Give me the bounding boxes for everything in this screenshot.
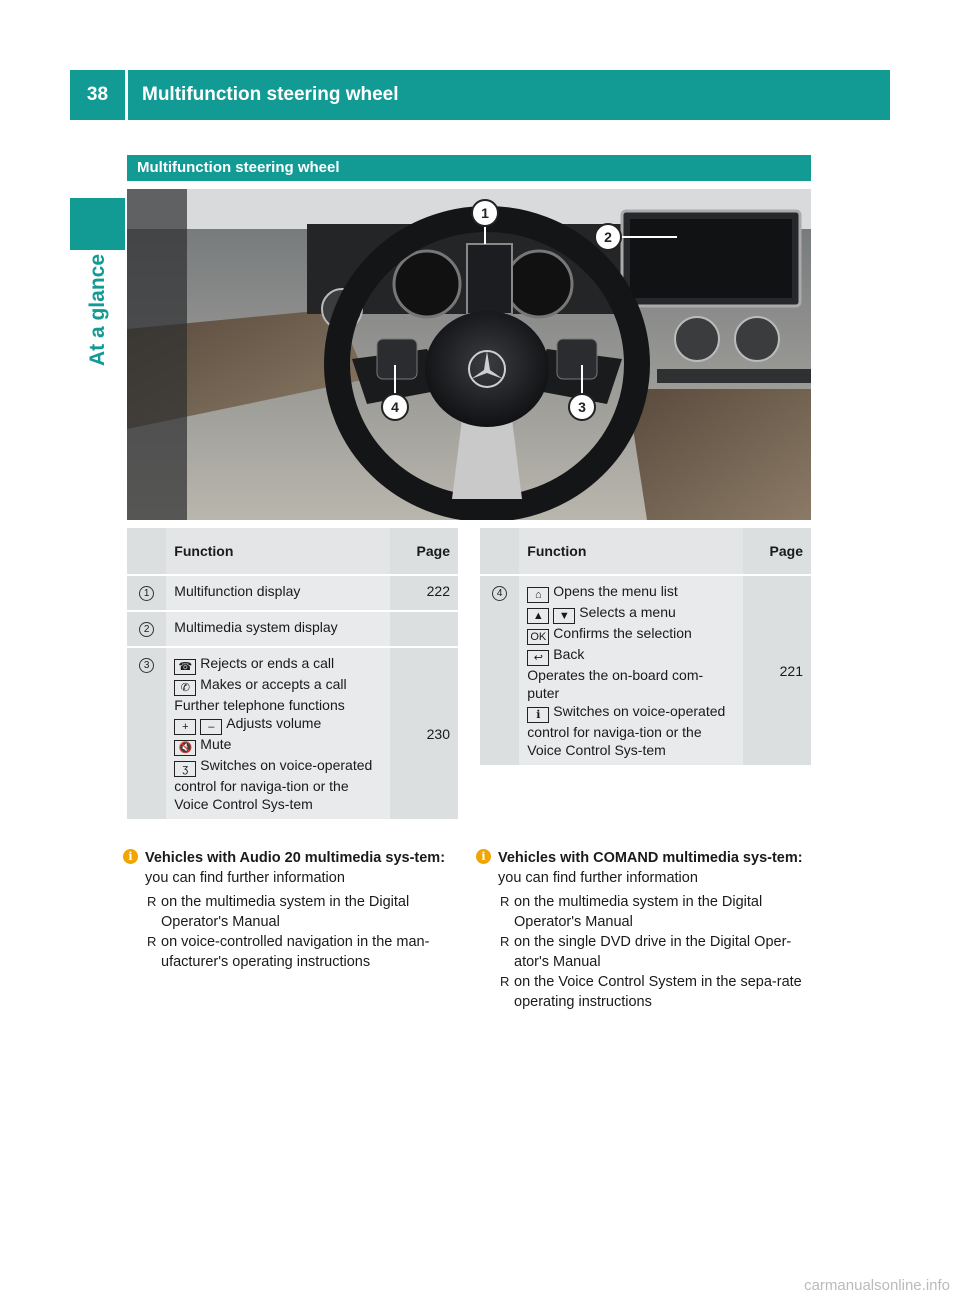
steering-wheel-illustration [127,189,811,520]
callout-3 [569,394,595,420]
function-line: ✆ Makes or accepts a call [174,675,381,696]
page-ref [390,611,458,647]
mute-key-icon: 🔇 [174,740,196,756]
function-table-right [480,528,811,765]
function-line: + – Adjusts volume [174,714,381,735]
header-title: Multifunction steering wheel [142,84,399,105]
table-header-function: Function [166,528,389,575]
note-list [145,892,460,972]
callout-2 [595,224,621,250]
page-number: 38 [86,84,109,105]
table-header-function: Function [519,528,742,575]
function-line: ↩ Back [527,645,734,666]
accept-call-key-icon: ✆ [174,680,196,696]
function-line: ℹ Switches on voice-operated control for naviga-tion or the Voice Control Sys-tem [527,703,726,758]
ok-key-icon: OK [527,629,549,645]
note-text: you can find further information [498,870,698,886]
side-tab-label: At a glance [85,253,109,367]
home-key-icon: ⌂ [527,587,549,603]
note-heading: Vehicles with Audio 20 multimedia sys-tem: [145,850,446,866]
function-line: Operates the on-board com-puter [527,667,704,701]
function-line: ▲ ▼ Selects a menu [527,603,734,624]
info-icon: i [476,849,491,864]
voice-control-key-icon: ʒ [174,761,196,777]
info-icon: i [123,849,138,864]
list-item: R on the multimedia system in the Digital Operator's Manual [145,892,460,932]
volume-down-key-icon: – [200,719,222,735]
up-key-icon: ▲ [527,608,549,624]
list-item: R on voice-controlled navigation in the man-ufacturer's operating instructions [145,932,460,972]
function-line: OK Confirms the selection [527,624,734,645]
side-tab-marker [70,198,125,250]
footer-watermark: carmanualsonline.info [804,1277,950,1294]
voice-control-key-icon: ℹ [527,707,549,723]
function-line: ⌂ Opens the menu list [527,582,734,603]
function-line: ☎ Rejects or ends a call [174,654,381,675]
function-line: 🔇 Mute [174,735,381,756]
down-key-icon: ▼ [553,608,575,624]
page-ref: 230 [390,647,458,819]
table-header-num [480,528,519,575]
function-line: Further telephone functions [174,697,345,713]
side-tab [70,255,125,365]
function-text: Multifunction display [174,583,301,599]
volume-up-key-icon: + [174,719,196,735]
note-heading: Vehicles with COMAND multimedia sys-tem: [498,850,803,866]
svg-text:2: 2 [604,229,612,245]
page-ref: 222 [390,575,458,611]
table-header-page: Page [743,528,811,575]
section-title: Multifunction steering wheel [127,155,811,181]
table-row [127,575,458,611]
item-number: 2 [139,622,154,637]
end-call-key-icon: ☎ [174,659,196,675]
svg-text:4: 4 [391,399,399,415]
table-row [480,575,811,765]
info-note-right [481,848,813,1012]
list-item: R on the multimedia system in the Digital Operator's Manual [498,892,813,932]
table-header-page: Page [390,528,458,575]
steering-wheel-photo [127,189,811,520]
function-line: ʒ Switches on voice-operated control for naviga-tion or the Voice Control Sys-tem [174,757,373,812]
item-number: 4 [492,586,507,601]
list-item: R on the Voice Control System in the sepa-rate operating instructions [498,972,813,1012]
item-number: 3 [139,658,154,673]
callout-4 [382,394,408,420]
function-table-left [127,528,458,819]
back-key-icon: ↩ [527,650,549,666]
table-row [127,611,458,647]
list-item: R on the single DVD drive in the Digital Oper-ator's Manual [498,932,813,972]
note-list [498,892,813,1012]
callout-1 [472,200,498,226]
table-row [127,647,458,819]
table-header-num [127,528,166,575]
item-number: 1 [139,586,154,601]
function-text: Multimedia system display [174,619,338,635]
info-note-left [128,848,460,972]
svg-text:1: 1 [481,205,489,221]
page-ref: 221 [743,575,811,765]
note-text: you can find further information [145,870,345,886]
svg-text:3: 3 [578,399,586,415]
